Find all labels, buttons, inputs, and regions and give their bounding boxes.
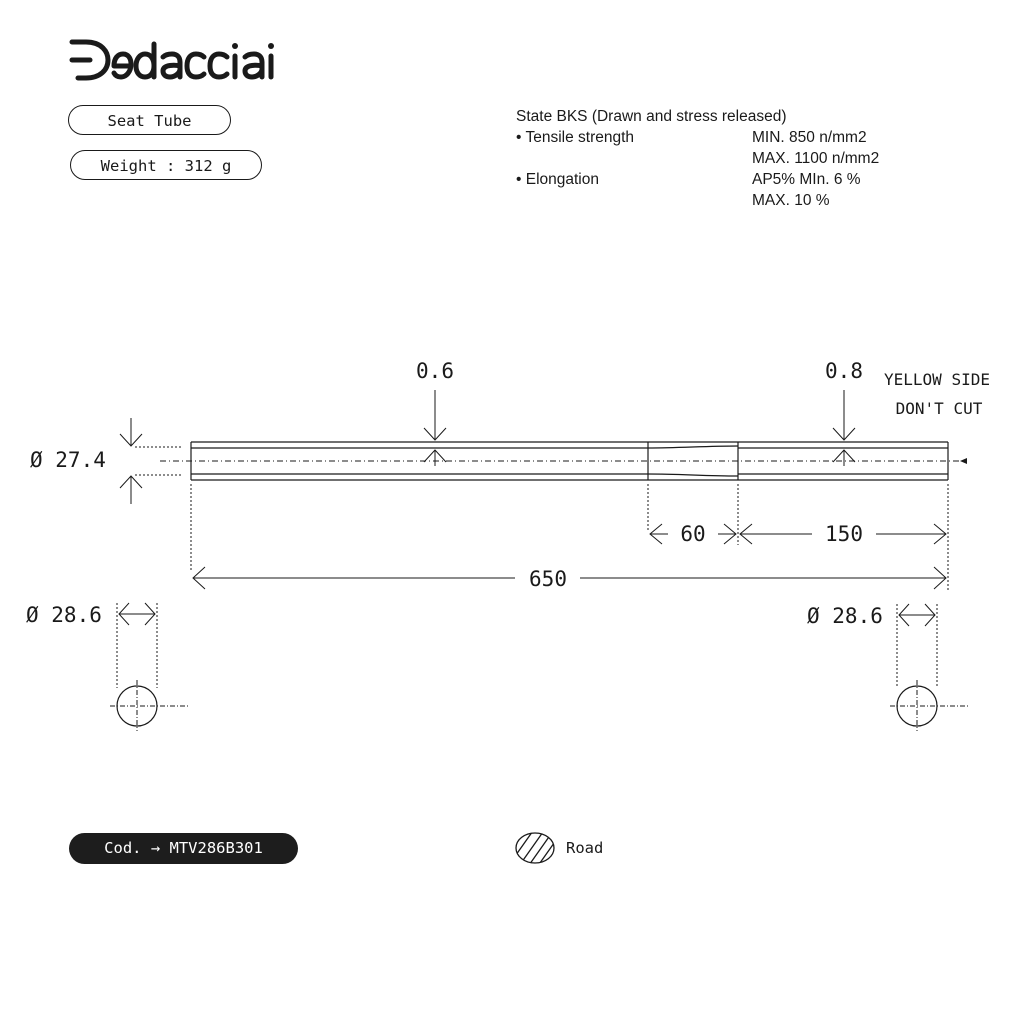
wall-thickness-right-label: 0.8 <box>825 359 863 383</box>
legend <box>515 832 603 864</box>
wall-thickness-left-dim <box>424 390 446 466</box>
butt-length-label: 150 <box>825 522 863 546</box>
legend-label: Road <box>566 839 604 857</box>
wall-thickness-left-label: 0.6 <box>416 359 454 383</box>
dont-cut-note: DON'T CUT <box>895 399 983 418</box>
spec-value: MAX. 1100 n/mm2 <box>752 150 880 167</box>
total-length-label: 650 <box>529 567 567 591</box>
hatch-circle-icon <box>515 832 555 864</box>
spec-value: MIN. 850 n/mm2 <box>752 129 867 146</box>
product-code-badge <box>69 833 298 864</box>
tube-name: Seat Tube <box>107 112 192 130</box>
outer-diameter-right-label: Ø 28.6 <box>807 604 883 628</box>
tube-weight: Weight : 312 g <box>100 157 232 175</box>
inner-diameter-dim <box>120 418 142 504</box>
spec-value: MAX. 10 % <box>752 192 830 209</box>
inner-diameter-label: Ø 27.4 <box>30 448 106 472</box>
total-length-dim <box>193 567 946 589</box>
yellow-side-note: YELLOW SIDE <box>884 370 990 389</box>
code-arrow-icon: → <box>150 839 161 857</box>
outer-diameter-left-label: Ø 28.6 <box>26 603 102 627</box>
code-value: MTV286B301 <box>169 839 263 857</box>
wall-thickness-right-dim <box>833 390 855 466</box>
spec-state-text: State BKS (Drawn and stress released) <box>516 108 787 125</box>
end-section-left <box>110 603 188 731</box>
spec-label: • Tensile strength <box>516 129 635 146</box>
spec-label: • Elongation <box>516 171 599 188</box>
end-section-right <box>890 604 968 731</box>
taper-length-label: 60 <box>680 522 706 546</box>
code-label: Cod. <box>104 839 142 857</box>
spec-value: AP5% MIn. 6 % <box>752 171 861 188</box>
